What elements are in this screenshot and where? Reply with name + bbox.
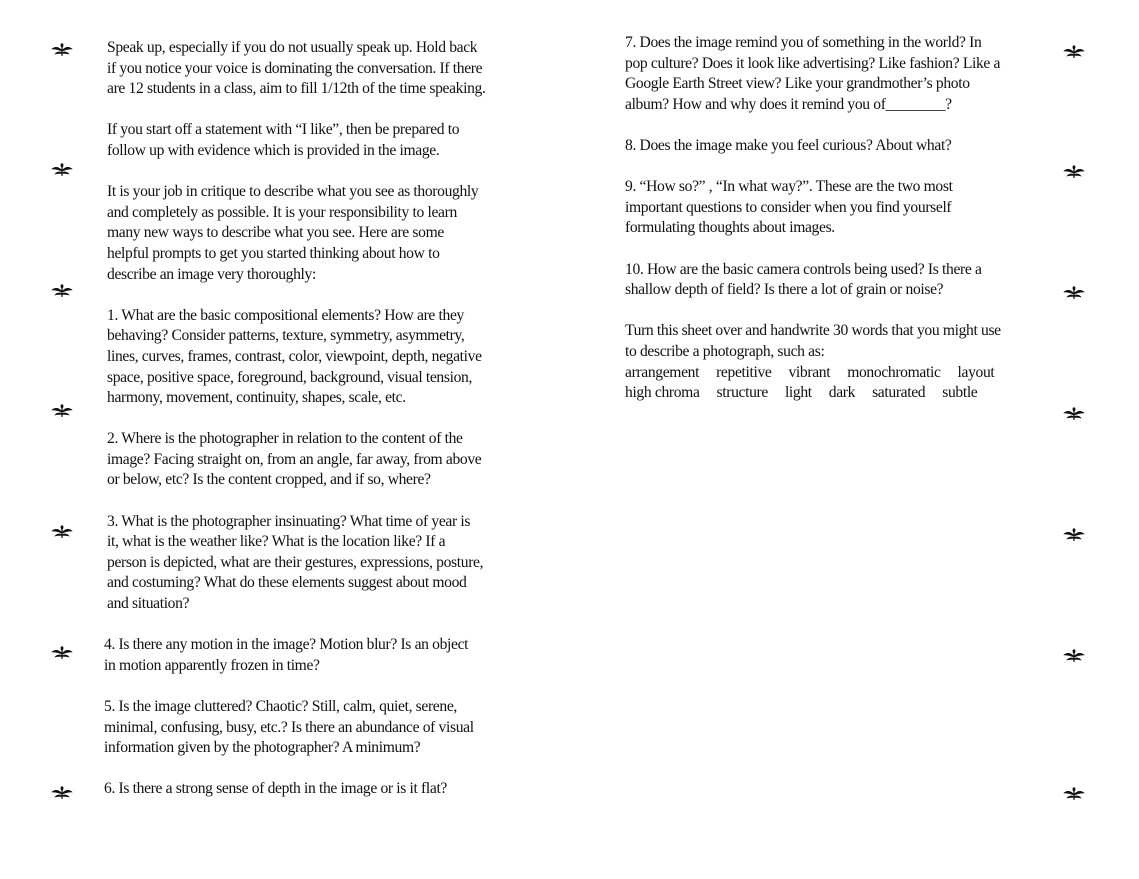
text-line: shallow depth of field? Is there a lot of grain or noise? — [625, 281, 944, 299]
leaf-sprig-ornament-icon — [1063, 787, 1085, 801]
paragraph-i-like — [107, 120, 507, 161]
text-line: 4. Is there any motion in the image? Motion blur? Is an object — [104, 636, 469, 654]
text-line: formulating thoughts about images. — [625, 219, 835, 237]
text-line: or below, etc? Is the content cropped, and if so, where? — [107, 471, 431, 489]
text-line: It is your job in critique to describe what you see as thoroughly — [107, 183, 479, 201]
question-5 — [104, 697, 507, 759]
example-word: monochromatic — [847, 363, 941, 381]
question-1 — [107, 306, 507, 409]
text-line: 9. “How so?” , “In what way?”. These are the two most — [625, 178, 953, 196]
text-line: helpful prompts to get you started thinking about how to — [107, 244, 440, 262]
leaf-sprig-ornament-icon — [1063, 165, 1085, 179]
text-line: and completely as possible. It is your responsibility to learn — [107, 203, 457, 221]
text-line: if you notice your voice is dominating the conversation. If there — [107, 59, 483, 77]
text-line: 8. Does the image make you feel curious? About what? — [625, 136, 952, 154]
example-word: subtle — [942, 384, 978, 402]
text-line: person is depicted, what are their gestures, expressions, posture, — [107, 553, 484, 571]
text-line: in motion apparently frozen in time? — [104, 656, 320, 674]
paragraph-your-job — [107, 182, 507, 285]
question-4 — [104, 635, 507, 676]
text-line: Google Earth Street view? Like your grandmother’s photo — [625, 75, 970, 93]
leaf-sprig-ornament-icon — [1063, 45, 1085, 59]
leaf-sprig-ornament-icon — [1063, 649, 1085, 663]
text-line: 5. Is the image cluttered? Chaotic? Still, calm, quiet, serene, — [104, 698, 457, 715]
text-line: information given by the photographer? A minimum? — [104, 739, 421, 757]
text-line: Turn this sheet over and handwrite 30 words that you might use — [625, 322, 1001, 340]
text-line: many new ways to describe what you see. Here are some — [107, 224, 444, 242]
text-line: behaving? Consider patterns, texture, symmetry, asymmetry, — [107, 327, 465, 345]
text-line: to describe a photograph, such as: — [625, 342, 825, 360]
text-line: space, positive space, foreground, background, visual tension, — [107, 368, 473, 386]
text-line: 1. What are the basic compositional elements? How are they — [107, 306, 464, 324]
question-9 — [625, 177, 1025, 239]
example-words-row-1 — [625, 363, 1025, 384]
example-word: dark — [828, 384, 856, 402]
example-word: light — [784, 384, 812, 402]
text-line: 2. Where is the photographer in relation to the content of the — [107, 430, 463, 448]
question-10 — [625, 260, 1025, 301]
leaf-sprig-ornament-icon — [51, 284, 73, 298]
text-line: important questions to consider when you find yourself — [625, 198, 952, 216]
paragraph-speak-up — [107, 38, 507, 100]
example-word: structure — [716, 384, 768, 402]
example-words-row-2 — [625, 383, 1025, 404]
text-line: 6. Is there a strong sense of depth in the image or is it flat? — [104, 780, 448, 798]
leaf-sprig-ornament-icon — [51, 163, 73, 177]
leaf-sprig-ornament-icon — [51, 43, 73, 57]
left-column — [104, 38, 507, 800]
example-word: vibrant — [788, 363, 831, 381]
leaf-sprig-ornament-icon — [1063, 286, 1085, 300]
text-line: 10. How are the basic camera controls being used? Is there a — [625, 260, 982, 278]
example-word: repetitive — [716, 363, 772, 381]
question-8 — [625, 136, 1025, 157]
text-line: describe an image very thoroughly: — [107, 265, 316, 283]
text-line: minimal, confusing, busy, etc.? Is there an abundance of visual — [104, 718, 474, 736]
question-6 — [104, 779, 507, 800]
leaf-sprig-ornament-icon — [1063, 528, 1085, 542]
example-word: high chroma — [625, 384, 700, 402]
text-line: 3. What is the photographer insinuating? What time of year is — [107, 512, 471, 530]
question-7 — [625, 33, 1025, 115]
text-line: Speak up, especially if you do not usually speak up. Hold back — [107, 39, 478, 56]
text-line: lines, curves, frames, contrast, color, viewpoint, depth, negative — [107, 347, 482, 365]
text-line: follow up with evidence which is provided in the image. — [107, 141, 440, 159]
text-line: 7. Does the image remind you of something in the world? In — [625, 34, 982, 51]
leaf-sprig-ornament-icon — [1063, 407, 1085, 421]
example-word: layout — [957, 363, 995, 381]
text-line: If you start off a statement with “I like”, then be prepared to — [107, 121, 460, 139]
text-line: image? Facing straight on, from an angle, far away, from above — [107, 450, 482, 468]
leaf-sprig-ornament-icon — [51, 646, 73, 660]
text-line: and situation? — [107, 595, 190, 613]
text-line: are 12 students in a class, aim to fill 1/12th of the time speaking. — [107, 80, 486, 98]
text-line: it, what is the weather like? What is the location like? If a — [107, 533, 446, 551]
example-word: saturated — [872, 384, 926, 402]
closing-instructions — [625, 321, 1025, 362]
question-3 — [107, 512, 507, 615]
question-2 — [107, 429, 507, 491]
text-line: harmony, movement, continuity, shapes, scale, etc. — [107, 389, 406, 407]
example-word: arrangement — [625, 363, 700, 381]
leaf-sprig-ornament-icon — [51, 404, 73, 418]
text-line: and costuming? What do these elements suggest about mood — [107, 574, 467, 592]
leaf-sprig-ornament-icon — [51, 786, 73, 800]
text-line: album? How and why does it remind you of________? — [625, 95, 952, 113]
right-column — [625, 33, 1025, 404]
text-line: pop culture? Does it look like advertising? Like fashion? Like a — [625, 54, 1001, 72]
leaf-sprig-ornament-icon — [51, 525, 73, 539]
